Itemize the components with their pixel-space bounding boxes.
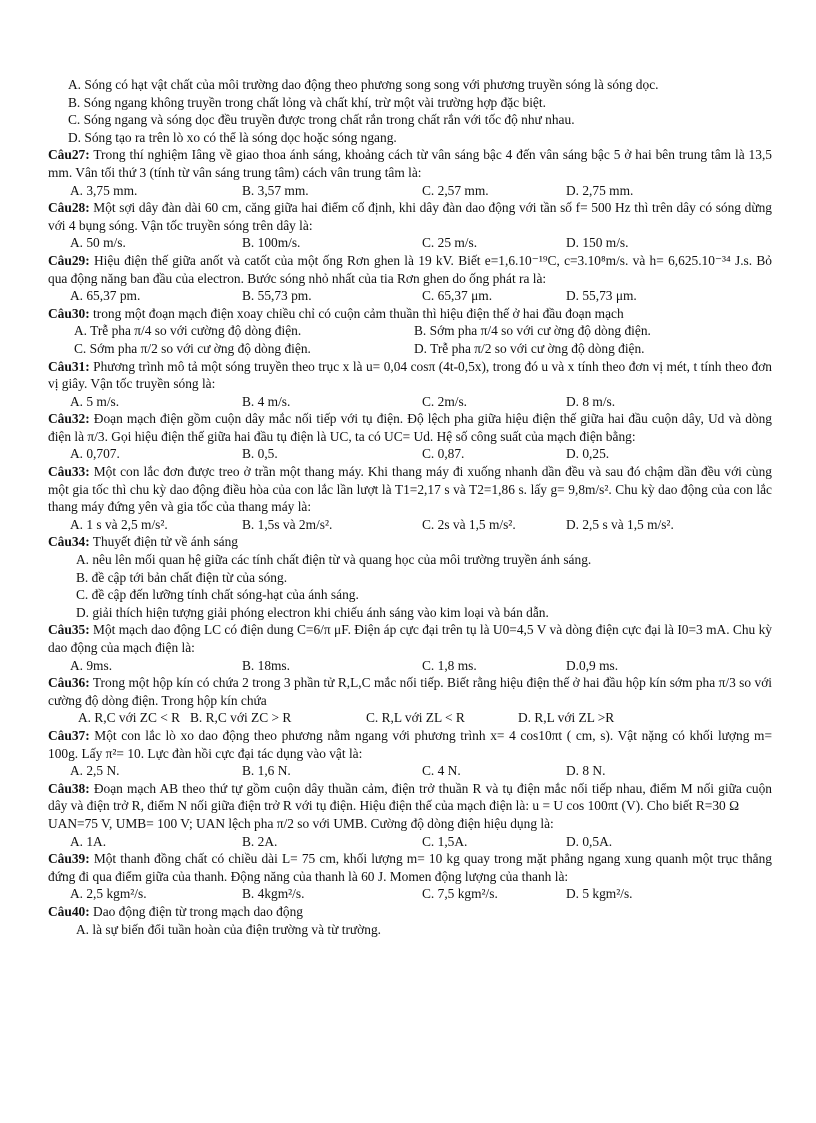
question-text: Một thanh đồng chất có chiều dài L= 75 cm, khối lượng m= 10 kg quay trong mặt phẳng ngang xung quanh một trục thẳng đứng đi qua điểm giữa của thanh. Động năng của thanh là 60 J. Momen động lượng của thanh là: [48,851,772,884]
answer-options [70,657,772,675]
question-text: Trong thí nghiệm Iâng về giao thoa ánh sáng, khoảng cách từ vân sáng bậc 4 đến vân sáng bậc 5 ở hai bên trung tâm là 13,5 mm. Vân tối thứ 3 (tính từ vân sáng trung tâm) cách vân trung tâm là: [48,147,772,180]
answer-option: C. 2,57 mm. [422,182,489,198]
answer-option: D. 150 m/s. [566,235,629,251]
question-label: Câu40: [48,903,90,919]
question-label: Câu37: [48,727,90,743]
question-text: Dao động điện từ trong mạch dao động [89,903,303,919]
answer-options [74,340,772,358]
question-label: Câu30: [48,305,90,321]
question-text: Đoạn mạch điện gồm cuộn dây mắc nối tiếp với tụ điện. Độ lệch pha giữa hiệu điện thế giữa hai đầu cuộn dây, Ud và dòng điện là π/3. Gọi hiệu điện thế giữa hai đầu tụ điện là UC, ta có UC= Ud. Hệ số công suất của mạch điện bằng: [48,411,772,444]
answer-option: C. 1,5A. [422,833,468,849]
question-text: Một sợi dây đàn dài 60 cm, căng giữa hai điểm cố định, khi dây đàn dao động với tần số f= 500 Hz thì trên dây có sóng dừng với 4 bụng sóng. Vận tốc truyền sóng trên dây là: [48,200,772,233]
answer-option: C. Sớm pha π/2 so với cư ờng độ dòng điện. [74,340,311,356]
answer-option: A. 50 m/s. [70,235,126,251]
answer-options [70,182,772,200]
question-text: Một con lắc lò xo dao động theo phương nằm ngang với phương trình x= 4 cos10πt ( cm, s). Vật nặng có khối lượng m= 100g. Lấy π²= 10. Lực đàn hồi cực đại tác dụng vào vật là: [48,727,772,761]
question-37 [48,727,772,762]
answer-option: B. Sớm pha π/4 so với cư ờng độ dòng điện. [414,323,651,339]
question-label: Câu34: [48,534,90,550]
answer-option: A. 3,75 mm. [70,182,138,198]
answer-option: B. 2A. [242,833,278,849]
answer-options [70,445,772,463]
question-text: Một mạch dao động LC có điện dung C=6/π μF. Điện áp cực đại trên tụ là U0=4,5 V và dòng điện cực đại là I0=3 mA. Chu kỳ dao động của mạch điện là: [48,622,772,655]
answer-option: B. R,C với ZC > R [190,710,292,726]
answer-option: C. 1,8 ms. [422,657,477,673]
question-label: Câu31: [48,358,90,374]
question-39 [48,850,772,885]
question-27 [48,146,772,181]
answer-option: C. đề cập đến lưỡng tính chất sóng-hạt của ánh sáng. [76,587,359,603]
answer-option: D. 8 N. [566,763,606,779]
option-line: B. Sóng ngang không truyền trong chất lỏng và chất khí, trừ một vài trường hợp đặc biệt. [68,94,546,110]
answer-option: A. 65,37 pm. [70,288,141,304]
answer-option: A. nêu lên mối quan hệ giữa các tính chất điện từ và quang học của môi trường truyền ánh sáng. [76,552,592,568]
question-29 [48,252,772,287]
question-text: Phương trình mô tả một sóng truyền theo trục x là u= 0,04 cosπ (4t-0,5x), trong đó u và x tính theo đơn vị mét, t tính theo đơn vị giây. Vận tốc truyền sóng là: [48,358,772,392]
question-30 [48,305,772,323]
answer-option: A. R,C với ZC < R [78,710,181,726]
answer-option: A. 5 m/s. [70,393,120,409]
answer-options [70,762,772,780]
answer-options [70,393,772,411]
answer-options [74,322,772,340]
answer-option: B. 3,57 mm. [242,182,309,198]
option-line: A. Sóng có hạt vật chất của môi trường dao động theo phương song song với phương truyền sóng là sóng dọc. [68,77,659,92]
question-text: trong một đoạn mạch điện xoay chiều chỉ có cuộn cảm thuần thì hiệu điện thế ở hai đầu đoạn mạch [89,305,624,321]
answer-option: B. 18ms. [242,657,290,673]
question-label: Câu39: [48,851,90,867]
answer-option: D. 2,5 s và 1,5 m/s². [566,516,674,532]
question-35 [48,621,772,656]
prev-options [48,76,772,146]
answer-option: A. Trễ pha π/4 so với cường độ dòng điện. [74,323,302,339]
answer-option: C. 4 N. [422,763,461,779]
question-text: Trong một hộp kín có chứa 2 trong 3 phần tử R,L,C mắc nối tiếp. Biết rằng hiệu điện thế ở hai đầu hộp kín sớm pha π/3 so với cường độ dòng điện. Trong hộp kín chứa [48,675,772,708]
answer-option: A. 1A. [70,833,107,849]
question-text: Đoạn mạch AB theo thứ tự gồm cuộn dây thuần cảm, điện trở thuần R và tụ điện mắc nối tiếp nhau, điểm M nối giữa cuộn dây và điện trở R, điểm N nối giữa điện trở R với tụ điện. Hiệu điện thế của mạch điện là: u = U cos 100πt (V). Cho biết R=30 Ω [48,780,772,814]
question-text: Thuyết điện tử về ánh sáng [89,534,238,550]
answer-options [78,709,772,727]
question-label: Câu32: [48,411,90,427]
answer-options [70,234,772,252]
answer-option: B. 100m/s. [242,235,301,251]
answer-option: A. 0,707. [70,446,120,462]
question-text: Một con lắc đơn được treo ở trần một thang máy. Khi thang máy đi xuống nhanh dần đều và sau đó chậm dần đều với cùng một gia tốc thì chu kỳ dao động điều hòa của con lắc lần lượt là T1=2,17 s và T2=1,86 s. lấy g= 9,8m/s². Chu kỳ dao động của con lắc thang máy đứng yên và gia tốc của thang máy là: [48,464,772,515]
question-40 [48,903,772,921]
answer-option: D. 0,25. [566,446,610,462]
answer-option: B. 1,6 N. [242,763,291,779]
answer-option: C. 2m/s. [422,393,468,409]
question-38 [48,780,772,815]
answer-option: D. Trễ pha π/2 so với cư ờng độ dòng điện. [414,340,645,356]
answer-option: D. 55,73 μm. [566,288,637,304]
answer-option: C. 2s và 1,5 m/s². [422,516,516,532]
answer-option: C. 7,5 kgm²/s. [422,886,498,902]
answer-option: C. 0,87. [422,446,465,462]
option-line: C. Sóng ngang và sóng dọc đều truyền được trong chất rắn trong chất rắn với tốc độ như nhau. [68,112,575,128]
answer-options [70,833,772,851]
answer-option: B. 4kgm²/s. [242,886,305,902]
answer-option: A. 2,5 kgm²/s. [70,886,147,902]
answer-option: B. 1,5s và 2m/s². [242,516,333,532]
answer-option: A. 9ms. [70,657,113,673]
option-line: D. Sóng tạo ra trên lò xo có thể là sóng dọc hoặc sóng ngang. [68,129,397,145]
question-label: Câu38: [48,780,90,796]
question-38-extra: UAN=75 V, UMB= 100 V; UAN lệch pha π/2 so với UMB. Cường độ dòng điện hiệu dụng là: [48,815,554,831]
question-34 [48,533,772,551]
question-32 [48,410,772,445]
question-28 [48,199,772,234]
answer-option: A. 1 s và 2,5 m/s². [70,516,168,532]
answer-option: C. 65,37 μm. [422,288,493,304]
question-label: Câu35: [48,622,90,638]
question-36 [48,674,772,709]
answer-option: D.0,9 ms. [566,657,619,673]
answer-option: B. 55,73 pm. [242,288,312,304]
question-label: Câu27: [48,147,90,163]
answer-option: A. là sự biến đổi tuần hoàn của điện trường và từ trường. [76,921,381,937]
answer-options [70,287,772,305]
answer-option: D. giải thích hiện tượng giải phóng electron khi chiếu ánh sáng vào kim loại và bán dẫn. [76,604,549,620]
question-label: Câu29: [48,252,90,268]
answer-option: D. R,L với ZL >R [518,710,615,726]
answer-option: B. đề cập tới bản chất điện từ của sóng. [76,569,288,585]
question-label: Câu36: [48,675,90,691]
answer-option: A. 2,5 N. [70,763,120,779]
answer-option: D. 5 kgm²/s. [566,886,633,902]
question-31 [48,358,772,393]
answer-option: B. 0,5. [242,446,278,462]
question-label: Câu28: [48,200,90,216]
answer-options [70,885,772,903]
answer-options [70,516,772,534]
answer-option: D. 0,5A. [566,833,613,849]
question-33 [48,463,772,516]
answer-option: D. 2,75 mm. [566,182,634,198]
question-text: Hiệu điện thế giữa anốt và catốt của một ống Rơn ghen là 19 kV. Biết e=1,6.10⁻¹⁹C, c=3.10⁸m/s. và h= 6,625.10⁻³⁴ J.s. Bỏ qua động năng ban đầu của electron. Bước sóng nhỏ nhất của tia Rơn ghen do ống phát ra là: [48,252,772,286]
answer-option: B. 4 m/s. [242,393,291,409]
answer-option: C. R,L với ZL < R [366,710,465,726]
exam-page [48,76,772,938]
answer-option: C. 25 m/s. [422,235,478,251]
question-label: Câu33: [48,464,90,480]
answer-option: D. 8 m/s. [566,393,616,409]
